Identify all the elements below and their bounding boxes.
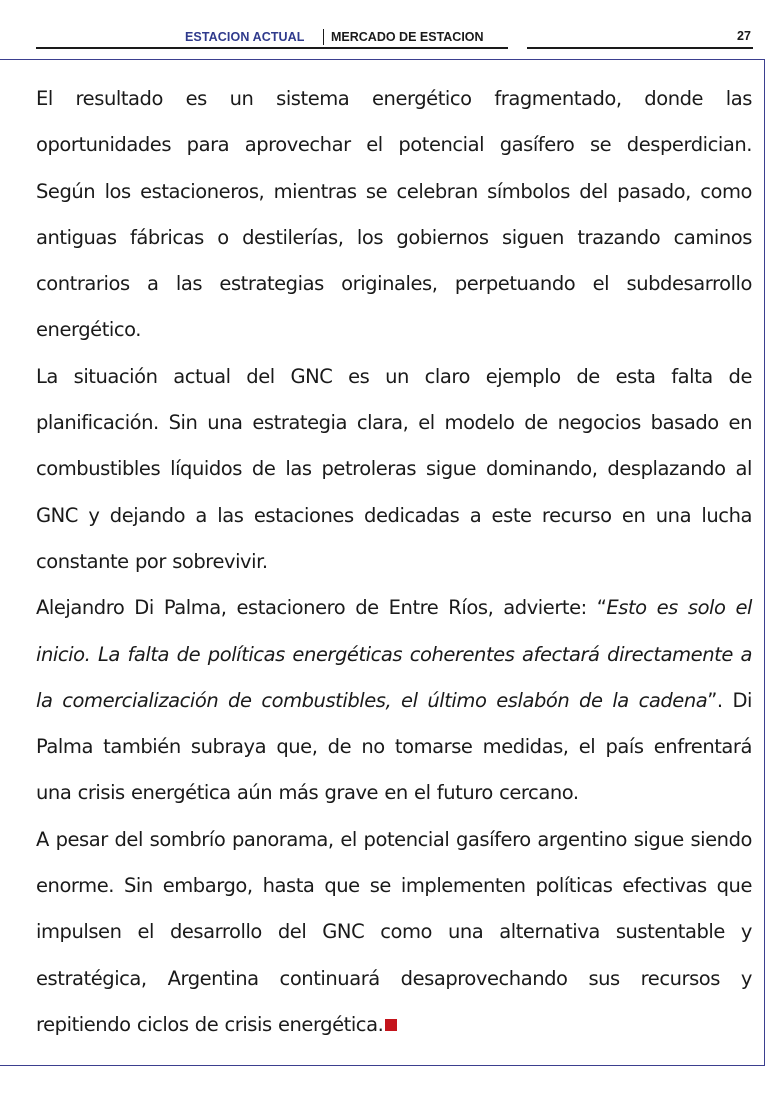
section-label: ESTACION ACTUAL [185,30,305,44]
page-header [0,0,779,60]
quote-text: Esto es solo el inicio. La falta de políticas energéticas coherentes afectará directamente a la comercialización de combustibles, el último eslabón de la cadena [36,596,752,712]
paragraph-3 [36,585,752,816]
paragraph-3-rest: ”. Di Palma también subraya que, de no tomarse medidas, el país enfrentará una crisis energética aún más grave en el futuro cercano. [36,688,752,805]
page-number: 27 [737,29,751,43]
article-body [36,76,752,1048]
paragraph-2: La situación actual del GNC es un claro ejemplo de esta falta de planificación. Sin una estrategia clara, el modelo de negocios basado en combustibles líquidos de las petroleras sigue dominando, desplazando al GNC y dejando a las estaciones dedicadas a este recurso en una lucha constante por sobrevivir. [36,364,752,573]
end-mark-square-icon [385,1019,397,1031]
paragraph-3-intro: Alejandro Di Palma, estacionero de Entre Ríos, advierte: “ [36,596,607,620]
section-title: MERCADO DE ESTACION [331,30,484,44]
header-rule-right [527,47,753,49]
paragraph-4 [36,817,752,1048]
paragraph-1: El resultado es un sistema energético fragmentado, donde las oportunidades para aprovechar el potencial gasífero se desperdician. Según los estacioneros, mientras se celebran símbolos del pasado, como antiguas fábricas o destilerías, los gobiernos siguen trazando caminos contrarios a las estrategias originales, perpetuando el subdesarrollo energético. [36,87,752,342]
paragraph-4-text: A pesar del sombrío panorama, el potencial gasífero argentino sigue siendo enorme. Sin embargo, hasta que se implementen políticas efectivas que impulsen el desarrollo del GNC como una alternativa sustentable y estratégica, Argentina continuará desaprovechando sus recursos y repitiendo ciclos de crisis energética. [36,827,752,1036]
header-rule-left [36,47,508,49]
header-separator [323,29,324,45]
